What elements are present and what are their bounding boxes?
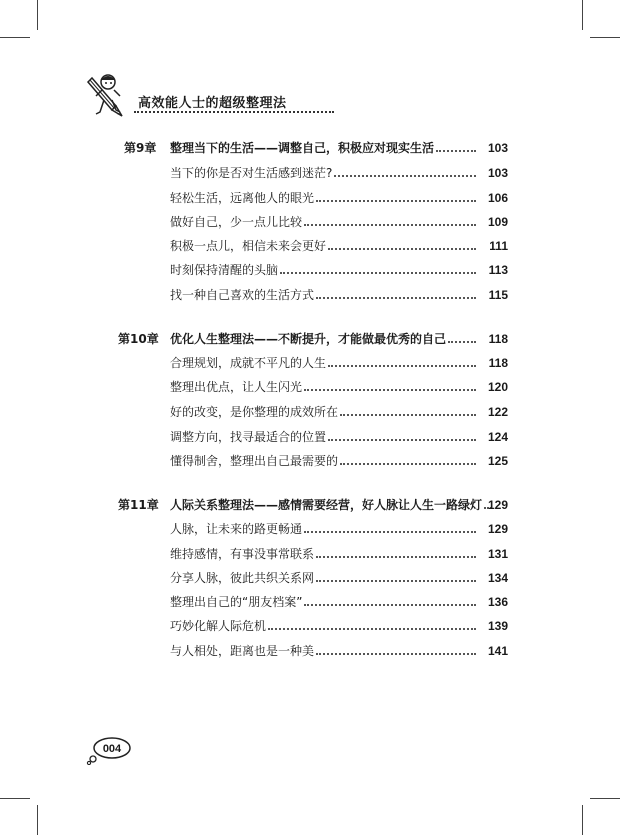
page-number: 136 <box>487 595 508 609</box>
chapter-title: 优化人生整理法——不断提升，才能做最优秀的自己 <box>170 332 447 346</box>
dot-leader <box>316 580 476 582</box>
page-number: 115 <box>488 288 508 302</box>
section-title: 找一种自己喜欢的生活方式 <box>170 288 315 302</box>
dot-leader <box>448 341 476 343</box>
section-title: 做好自己，少一点儿比较 <box>170 215 303 229</box>
page-number: 118 <box>488 332 508 346</box>
dot-leader <box>340 463 476 465</box>
dot-leader <box>304 224 476 226</box>
chapter-number: 第11章 <box>118 498 159 512</box>
dot-leader <box>304 604 476 606</box>
section-title: 与人相处，距离也是一种美 <box>170 644 315 658</box>
book-title: 高效能人士的超级整理法 <box>138 96 287 111</box>
dot-leader <box>280 272 476 274</box>
toc-entry[interactable] <box>0 210 620 230</box>
page-number: 129 <box>487 498 508 512</box>
page-number: 103 <box>487 166 508 180</box>
toc-entry[interactable] <box>0 234 620 254</box>
chapter-number: 第10章 <box>118 332 159 346</box>
section-title: 当下的你是否对生活感到迷茫? <box>170 166 333 180</box>
page-number: 125 <box>487 454 508 468</box>
page-number: 122 <box>487 405 508 419</box>
page-number: 141 <box>487 644 508 658</box>
toc-entry[interactable] <box>0 639 620 659</box>
footer-page-number: 004 <box>102 743 122 755</box>
toc-entry[interactable] <box>0 258 620 278</box>
toc-chapter-9[interactable] <box>0 136 620 156</box>
section-title: 维持感情，有事没事常联系 <box>170 547 315 561</box>
pencil-mascot-icon <box>86 72 138 120</box>
section-title: 人脉，让未来的路更畅通 <box>170 522 303 536</box>
page-number: 103 <box>487 141 508 155</box>
section-title: 时刻保持清醒的头脑 <box>170 263 279 277</box>
page-number-badge <box>86 735 132 769</box>
dot-leader <box>316 556 476 558</box>
page-number: 139 <box>487 619 508 633</box>
toc-entry[interactable] <box>0 375 620 395</box>
toc-entry[interactable] <box>0 400 620 420</box>
page-number: 113 <box>488 263 508 277</box>
dot-leader <box>316 200 476 202</box>
dot-leader <box>328 439 476 441</box>
page-number: 134 <box>487 571 508 585</box>
thought-bubble-icon <box>86 735 132 765</box>
dot-leader <box>334 175 476 177</box>
section-title: 懂得制舍，整理出自己最需要的 <box>170 454 339 468</box>
toc-entry[interactable] <box>0 517 620 537</box>
section-title: 巧妙化解人际危机 <box>170 619 267 633</box>
header-underline <box>134 111 334 113</box>
section-title: 积极一点儿，相信未来会更好 <box>170 239 327 253</box>
section-title: 轻松生活，远离他人的眼光 <box>170 191 315 205</box>
page-number: 118 <box>488 356 508 370</box>
dot-leader <box>268 628 476 630</box>
dot-leader <box>436 150 476 152</box>
section-title: 整理出自己的“朋友档案” <box>170 595 303 609</box>
running-header <box>86 72 506 122</box>
section-title: 整理出优点，让人生闪光 <box>170 380 303 394</box>
page-number: 129 <box>487 522 508 536</box>
section-title: 合理规划，成就不平凡的人生 <box>170 356 327 370</box>
toc-entry[interactable] <box>0 566 620 586</box>
toc-entry[interactable] <box>0 425 620 445</box>
page-number: 131 <box>487 547 508 561</box>
dot-leader <box>328 365 476 367</box>
toc-entry[interactable] <box>0 283 620 303</box>
toc-entry[interactable] <box>0 614 620 634</box>
dot-leader <box>328 248 476 250</box>
page-number: 111 <box>489 239 508 253</box>
section-title: 分享人脉，彼此共织关系网 <box>170 571 315 585</box>
toc-entry[interactable] <box>0 186 620 206</box>
dot-leader <box>304 389 476 391</box>
page-number: 124 <box>487 430 508 444</box>
chapter-title: 人际关系整理法——感情需要经营，好人脉让人生一路绿灯 <box>170 498 483 512</box>
page-number: 109 <box>487 215 508 229</box>
dot-leader <box>340 414 476 416</box>
toc-entry[interactable] <box>0 449 620 469</box>
page-number: 120 <box>487 380 508 394</box>
page-number: 106 <box>487 191 508 205</box>
section-title: 好的改变，是你整理的成效所在 <box>170 405 339 419</box>
dot-leader <box>316 297 476 299</box>
toc-chapter-11[interactable] <box>0 493 620 513</box>
toc-entry[interactable] <box>0 351 620 371</box>
toc-entry[interactable] <box>0 161 620 181</box>
chapter-number: 第9章 <box>124 141 157 155</box>
section-title: 调整方向，找寻最适合的位置 <box>170 430 327 444</box>
toc-entry[interactable] <box>0 542 620 562</box>
dot-leader <box>316 653 476 655</box>
chapter-title: 整理当下的生活——调整自己，积极应对现实生活 <box>170 141 435 155</box>
toc-chapter-10[interactable] <box>0 327 620 347</box>
toc-entry[interactable] <box>0 590 620 610</box>
dot-leader <box>304 531 476 533</box>
